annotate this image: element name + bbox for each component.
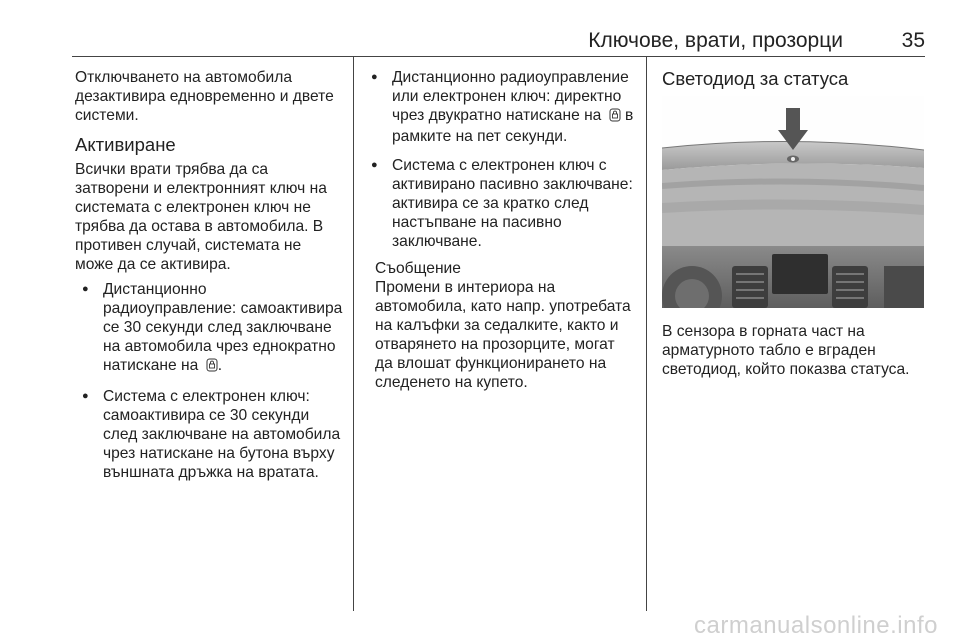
list-item [364, 68, 634, 146]
activation-bullet-list [75, 280, 343, 482]
section-heading-status-led: Светодиод за статуса [662, 68, 849, 89]
page-number: 35 [901, 29, 925, 52]
lock-key-icon [206, 357, 218, 377]
figure-caption: В сензора в горната част на арматурното табло е вграден светодиод, който показва статуса. [662, 323, 910, 378]
middle-column [364, 68, 634, 392]
activation-bullet-list-cont [364, 68, 634, 251]
right-column [662, 68, 932, 94]
list-item [75, 387, 343, 482]
lock-key-icon [609, 107, 621, 127]
intro-paragraph: Отключването на автомобила дезактивира едновременно и двете системи. [75, 69, 334, 124]
header-title: Ключове, врати, прозорци [588, 29, 843, 52]
note-block [364, 259, 634, 392]
bullet-text: Дистанционно радиоуправление или електронен ключ: директно чрез двукратно натискане на [392, 69, 629, 124]
section-heading-activation: Активиране [75, 134, 176, 155]
bullet-text: Дистанционно радиоуправление: самоактивира се 30 секунди след заключване на автомобила чрез еднократно натискане на [103, 281, 343, 374]
note-body: Промени в интериора на автомобила, като напр. употребата на калъфки за седалките, както и отварянето на прозорците, могат да влошат функционирането на следенето на купето. [375, 279, 631, 391]
activation-paragraph: Всички врати трябва да са затворени и електронният ключ на системата с електронен ключ не трябва да остава в автомобила. В противен случай, системата не може да се активира. [75, 161, 327, 273]
list-item [364, 156, 634, 251]
watermark: carmanualsonline.info [694, 612, 938, 639]
list-item [75, 280, 343, 377]
dashboard-led-photo [662, 96, 924, 308]
bullet-text: Система с електронен ключ: самоактивира се 30 секунди след заключване на автомобила чрез натискане на бутона върху външната дръжка на вратата. [103, 388, 341, 481]
column-divider-left [353, 56, 354, 611]
bullet-end: . [217, 357, 223, 374]
column-divider-right [646, 56, 647, 611]
bullet-text: Система с електронен ключ с активирано пасивно заключване: активира се за кратко след настъпване на пасивно заключване. [392, 157, 633, 250]
left-column [75, 68, 343, 492]
right-column-caption [662, 322, 934, 379]
header-rule [72, 56, 925, 57]
note-title: Съобщение [375, 260, 461, 277]
bullet-end: в рамките на пет секунди. [392, 107, 634, 145]
